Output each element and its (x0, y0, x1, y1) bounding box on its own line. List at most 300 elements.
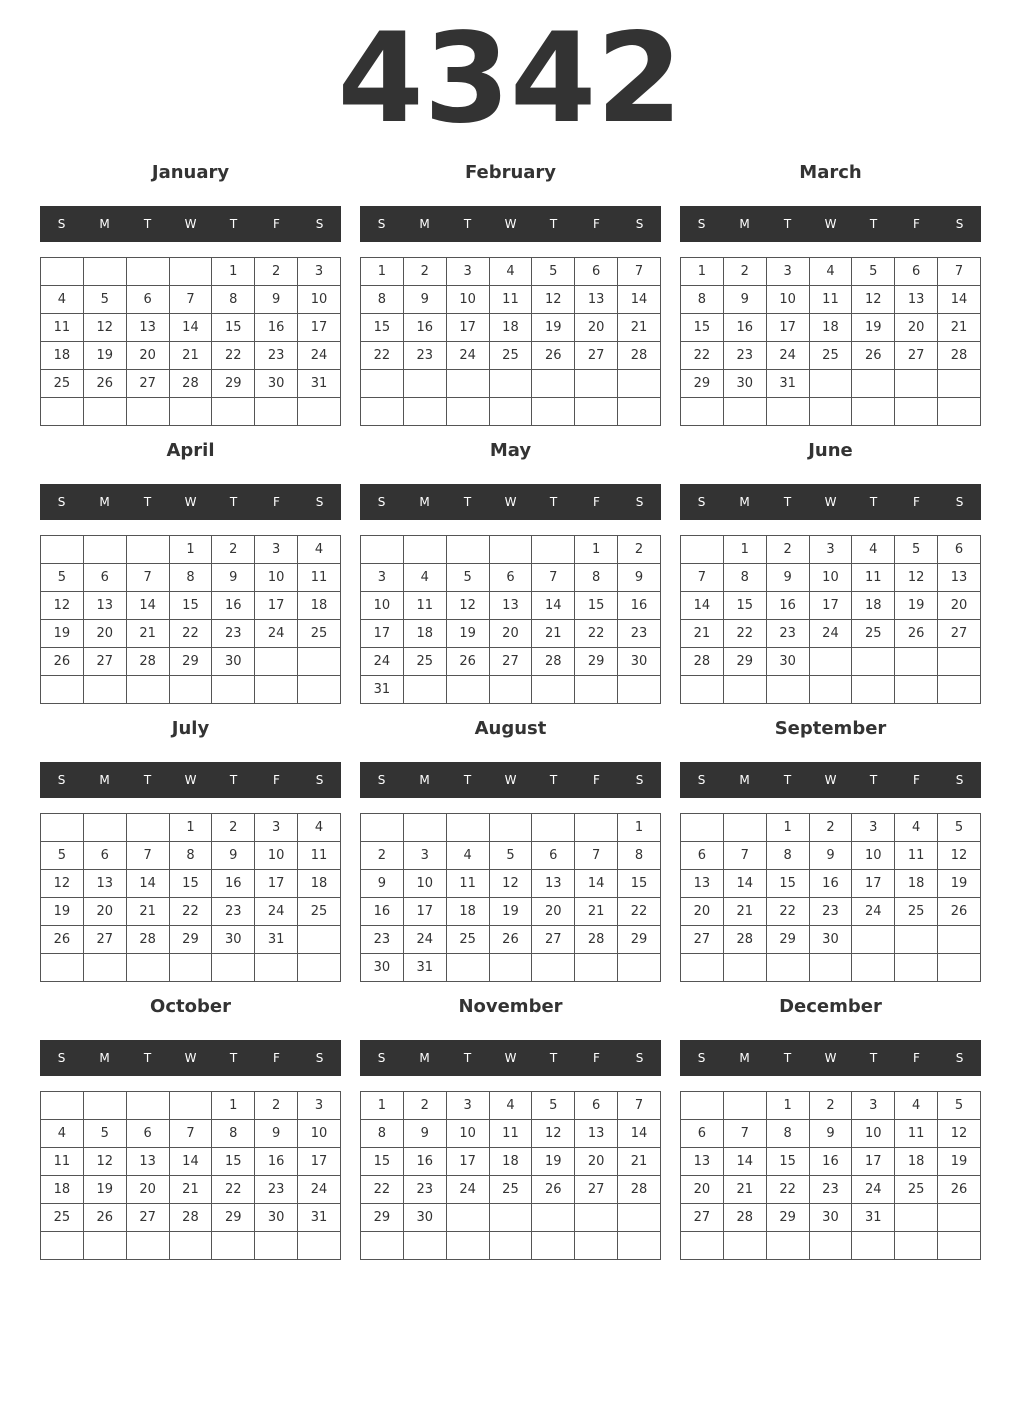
day-cell: 9 (403, 1120, 446, 1148)
day-cell (723, 954, 766, 982)
day-cell: 17 (361, 620, 404, 648)
day-cell: 7 (575, 842, 618, 870)
weekday-header (360, 206, 661, 242)
day-cell (852, 1232, 895, 1260)
day-cell: 5 (895, 536, 938, 564)
day-cell: 20 (575, 314, 618, 342)
weekday-label: S (57, 773, 66, 787)
day-cell: 3 (852, 814, 895, 842)
day-cell: 29 (212, 1204, 255, 1232)
month-name: June (808, 440, 853, 461)
weekday-label: S (57, 495, 66, 509)
day-cell (852, 954, 895, 982)
day-cell (298, 954, 341, 982)
day-cell: 30 (618, 648, 661, 676)
day-cell (298, 926, 341, 954)
day-cell: 17 (403, 898, 446, 926)
day-cell: 22 (212, 1176, 255, 1204)
day-cell: 17 (809, 592, 852, 620)
day-cell: 4 (809, 258, 852, 286)
weekday-label: T (143, 217, 152, 231)
day-cell: 18 (446, 898, 489, 926)
day-grid (40, 813, 341, 982)
week-row (41, 258, 341, 286)
weekday-label: M (419, 1051, 430, 1065)
day-cell: 14 (938, 286, 981, 314)
day-cell: 22 (681, 342, 724, 370)
day-cell: 5 (852, 258, 895, 286)
day-cell: 18 (298, 592, 341, 620)
month-name: February (464, 162, 557, 183)
week-row (41, 676, 341, 704)
day-cell: 15 (169, 592, 212, 620)
week-row (681, 536, 981, 564)
day-cell (126, 954, 169, 982)
day-cell (766, 398, 809, 426)
day-cell (361, 370, 404, 398)
day-cell (403, 676, 446, 704)
day-cell (938, 676, 981, 704)
day-cell: 4 (852, 536, 895, 564)
day-cell: 4 (489, 1092, 532, 1120)
day-cell: 15 (766, 870, 809, 898)
weekday-label: S (697, 1051, 706, 1065)
day-cell: 22 (169, 898, 212, 926)
day-grid (680, 1091, 981, 1260)
day-cell: 9 (212, 564, 255, 592)
day-cell: 16 (809, 1148, 852, 1176)
day-cell: 27 (126, 370, 169, 398)
day-cell (169, 1092, 212, 1120)
day-cell (723, 676, 766, 704)
week-row (361, 1148, 661, 1176)
day-cell: 10 (852, 842, 895, 870)
day-cell: 26 (83, 370, 126, 398)
day-cell: 1 (212, 258, 255, 286)
day-cell: 3 (255, 814, 298, 842)
day-cell: 22 (723, 620, 766, 648)
day-cell: 25 (403, 648, 446, 676)
weekday-label: T (869, 773, 878, 787)
day-cell: 23 (212, 620, 255, 648)
day-cell: 1 (169, 814, 212, 842)
day-cell: 29 (575, 648, 618, 676)
weekday-label: T (869, 217, 878, 231)
day-cell: 18 (489, 1148, 532, 1176)
day-cell: 15 (212, 314, 255, 342)
week-row (681, 926, 981, 954)
day-cell (41, 536, 84, 564)
day-cell: 28 (723, 926, 766, 954)
day-cell: 9 (766, 564, 809, 592)
day-cell: 16 (766, 592, 809, 620)
weekday-label: F (913, 1051, 920, 1065)
day-cell (532, 1204, 575, 1232)
day-cell: 2 (255, 1092, 298, 1120)
weekday-header (40, 206, 341, 242)
day-cell: 14 (618, 1120, 661, 1148)
day-cell: 28 (723, 1204, 766, 1232)
weekday-label: T (783, 1051, 792, 1065)
day-cell: 24 (766, 342, 809, 370)
day-cell (618, 398, 661, 426)
day-cell: 2 (766, 536, 809, 564)
day-cell: 27 (83, 926, 126, 954)
day-cell (575, 954, 618, 982)
weekday-label: W (824, 773, 837, 787)
day-cell (126, 676, 169, 704)
day-cell: 17 (298, 314, 341, 342)
weekday-label: T (549, 217, 558, 231)
day-cell (938, 370, 981, 398)
day-cell: 27 (532, 926, 575, 954)
day-cell: 20 (83, 620, 126, 648)
day-cell: 5 (446, 564, 489, 592)
day-cell (766, 676, 809, 704)
day-cell: 15 (575, 592, 618, 620)
day-cell (532, 536, 575, 564)
week-row (361, 592, 661, 620)
day-cell (126, 536, 169, 564)
day-cell: 17 (255, 592, 298, 620)
weekday-label: T (229, 1051, 238, 1065)
day-cell (169, 1232, 212, 1260)
day-cell: 15 (766, 1148, 809, 1176)
day-cell: 21 (618, 314, 661, 342)
day-cell: 24 (446, 342, 489, 370)
day-cell: 14 (723, 1148, 766, 1176)
week-row (41, 1148, 341, 1176)
day-cell: 15 (723, 592, 766, 620)
day-cell: 18 (298, 870, 341, 898)
day-cell: 24 (852, 1176, 895, 1204)
weekday-label: S (315, 495, 324, 509)
day-grid (40, 1091, 341, 1260)
weekday-label: F (913, 773, 920, 787)
day-cell (766, 1232, 809, 1260)
day-cell: 9 (255, 1120, 298, 1148)
day-cell: 6 (938, 536, 981, 564)
day-cell: 3 (361, 564, 404, 592)
day-cell: 25 (489, 342, 532, 370)
day-cell (41, 258, 84, 286)
day-cell (938, 954, 981, 982)
day-cell: 23 (723, 342, 766, 370)
day-cell: 1 (212, 1092, 255, 1120)
day-cell (895, 676, 938, 704)
day-cell: 17 (766, 314, 809, 342)
day-cell: 26 (41, 926, 84, 954)
weekday-label: T (143, 1051, 152, 1065)
week-row (361, 398, 661, 426)
day-cell (852, 398, 895, 426)
day-cell: 15 (169, 870, 212, 898)
day-cell: 22 (766, 898, 809, 926)
day-cell: 25 (809, 342, 852, 370)
week-row (361, 314, 661, 342)
day-cell: 4 (489, 258, 532, 286)
weekday-label: W (504, 217, 517, 231)
day-cell: 6 (575, 1092, 618, 1120)
weekday-label: W (504, 773, 517, 787)
day-cell: 13 (895, 286, 938, 314)
day-cell: 19 (83, 1176, 126, 1204)
day-cell (895, 1204, 938, 1232)
day-cell: 2 (809, 814, 852, 842)
day-cell: 9 (403, 286, 446, 314)
day-cell: 16 (618, 592, 661, 620)
day-cell (895, 926, 938, 954)
day-cell: 14 (532, 592, 575, 620)
week-row (681, 1204, 981, 1232)
day-cell: 5 (41, 564, 84, 592)
weekday-label: F (593, 495, 600, 509)
day-cell: 4 (446, 842, 489, 870)
month-name: August (474, 718, 547, 739)
day-cell: 31 (255, 926, 298, 954)
day-cell: 31 (403, 954, 446, 982)
day-cell: 19 (41, 620, 84, 648)
day-cell: 10 (809, 564, 852, 592)
day-cell: 5 (41, 842, 84, 870)
weekday-label: F (593, 1051, 600, 1065)
day-cell: 24 (298, 1176, 341, 1204)
week-row (361, 564, 661, 592)
month-name: May (489, 440, 532, 461)
day-cell (809, 370, 852, 398)
week-row (41, 564, 341, 592)
day-cell: 2 (403, 258, 446, 286)
weekday-label: W (184, 217, 197, 231)
day-cell (575, 1232, 618, 1260)
day-cell: 11 (895, 1120, 938, 1148)
day-cell: 26 (895, 620, 938, 648)
day-cell: 21 (126, 620, 169, 648)
day-cell: 20 (938, 592, 981, 620)
week-row (41, 620, 341, 648)
day-cell: 13 (938, 564, 981, 592)
month-name: October (150, 996, 231, 1017)
weekday-label: F (913, 495, 920, 509)
weekday-header (680, 484, 981, 520)
week-row (681, 898, 981, 926)
week-row (681, 286, 981, 314)
week-row (41, 398, 341, 426)
day-cell: 25 (489, 1176, 532, 1204)
day-cell: 1 (361, 1092, 404, 1120)
day-cell (532, 370, 575, 398)
day-cell: 12 (895, 564, 938, 592)
day-cell: 11 (489, 1120, 532, 1148)
day-cell: 8 (618, 842, 661, 870)
day-cell: 7 (126, 842, 169, 870)
day-cell: 15 (618, 870, 661, 898)
week-row (361, 1204, 661, 1232)
day-cell (489, 1204, 532, 1232)
day-cell: 3 (403, 842, 446, 870)
day-cell: 15 (681, 314, 724, 342)
day-cell: 17 (255, 870, 298, 898)
day-cell: 6 (126, 1120, 169, 1148)
day-cell: 16 (212, 592, 255, 620)
day-cell: 23 (255, 1176, 298, 1204)
weekday-label: S (635, 495, 644, 509)
week-row (361, 648, 661, 676)
weekday-header (360, 1040, 661, 1076)
day-cell: 7 (169, 286, 212, 314)
day-cell: 21 (723, 898, 766, 926)
day-cell: 8 (575, 564, 618, 592)
day-cell (83, 1092, 126, 1120)
day-cell (575, 814, 618, 842)
day-cell: 1 (723, 536, 766, 564)
day-cell: 20 (532, 898, 575, 926)
weekday-label: S (377, 1051, 386, 1065)
day-cell: 8 (681, 286, 724, 314)
day-cell: 31 (298, 1204, 341, 1232)
week-row (681, 1232, 981, 1260)
day-cell: 28 (938, 342, 981, 370)
day-cell: 10 (255, 564, 298, 592)
day-cell (298, 1232, 341, 1260)
day-cell (575, 398, 618, 426)
week-row (361, 620, 661, 648)
day-cell: 31 (766, 370, 809, 398)
weekday-label: T (229, 773, 238, 787)
day-cell: 12 (489, 870, 532, 898)
week-row (41, 592, 341, 620)
day-cell (895, 398, 938, 426)
day-cell: 18 (895, 1148, 938, 1176)
day-cell: 1 (575, 536, 618, 564)
week-row (41, 536, 341, 564)
day-cell: 21 (723, 1176, 766, 1204)
day-cell: 13 (532, 870, 575, 898)
day-cell (575, 370, 618, 398)
weekday-label: T (869, 1051, 878, 1065)
day-cell: 23 (255, 342, 298, 370)
weekday-label: S (955, 773, 964, 787)
day-cell: 4 (41, 1120, 84, 1148)
day-cell: 29 (361, 1204, 404, 1232)
day-cell: 23 (809, 898, 852, 926)
day-cell (446, 954, 489, 982)
day-cell: 24 (255, 898, 298, 926)
weekday-label: T (783, 217, 792, 231)
day-cell (83, 536, 126, 564)
day-cell: 16 (403, 1148, 446, 1176)
day-cell (489, 398, 532, 426)
week-row (41, 954, 341, 982)
day-cell (361, 398, 404, 426)
day-cell: 20 (126, 342, 169, 370)
day-cell (212, 954, 255, 982)
day-cell: 6 (895, 258, 938, 286)
day-cell: 29 (723, 648, 766, 676)
day-cell: 1 (618, 814, 661, 842)
day-cell (681, 1092, 724, 1120)
day-cell (575, 1204, 618, 1232)
weekday-label: M (419, 495, 430, 509)
day-cell (489, 676, 532, 704)
day-cell (681, 536, 724, 564)
day-cell: 27 (489, 648, 532, 676)
day-cell: 27 (575, 342, 618, 370)
day-cell: 2 (361, 842, 404, 870)
day-cell (255, 398, 298, 426)
week-row (41, 898, 341, 926)
weekday-label: S (315, 1051, 324, 1065)
day-cell (575, 676, 618, 704)
day-cell: 13 (126, 314, 169, 342)
day-cell: 13 (681, 870, 724, 898)
day-cell: 5 (532, 258, 575, 286)
day-cell: 14 (618, 286, 661, 314)
day-cell: 27 (681, 926, 724, 954)
day-cell: 28 (618, 342, 661, 370)
weekday-label: M (739, 1051, 750, 1065)
day-cell (618, 676, 661, 704)
day-cell: 11 (489, 286, 532, 314)
day-cell: 7 (532, 564, 575, 592)
day-cell (83, 258, 126, 286)
day-cell: 12 (446, 592, 489, 620)
weekday-label: T (229, 217, 238, 231)
day-cell: 9 (809, 1120, 852, 1148)
day-cell (766, 954, 809, 982)
day-cell: 18 (489, 314, 532, 342)
day-cell (723, 1232, 766, 1260)
day-cell: 11 (809, 286, 852, 314)
week-row (361, 1092, 661, 1120)
weekday-label: W (184, 495, 197, 509)
day-cell (618, 370, 661, 398)
day-cell (446, 814, 489, 842)
day-cell: 29 (766, 1204, 809, 1232)
day-cell: 9 (723, 286, 766, 314)
day-cell: 30 (809, 1204, 852, 1232)
day-cell: 12 (83, 1148, 126, 1176)
day-cell: 10 (852, 1120, 895, 1148)
day-cell: 29 (618, 926, 661, 954)
day-cell (255, 648, 298, 676)
month-name: July (171, 718, 210, 739)
weekday-label: T (143, 773, 152, 787)
day-cell: 19 (446, 620, 489, 648)
week-row (41, 1232, 341, 1260)
day-cell: 27 (83, 648, 126, 676)
day-cell (723, 398, 766, 426)
day-cell: 22 (169, 620, 212, 648)
weekday-label: S (955, 495, 964, 509)
day-cell: 14 (126, 870, 169, 898)
day-cell: 7 (938, 258, 981, 286)
day-cell (41, 1092, 84, 1120)
day-cell: 1 (766, 814, 809, 842)
day-cell (489, 536, 532, 564)
week-row (681, 314, 981, 342)
day-cell: 2 (212, 536, 255, 564)
day-cell: 3 (255, 536, 298, 564)
day-cell (83, 676, 126, 704)
day-cell (723, 814, 766, 842)
day-cell: 7 (618, 258, 661, 286)
day-cell: 26 (852, 342, 895, 370)
day-cell: 6 (83, 564, 126, 592)
day-cell (895, 370, 938, 398)
day-cell: 13 (681, 1148, 724, 1176)
day-cell (169, 258, 212, 286)
